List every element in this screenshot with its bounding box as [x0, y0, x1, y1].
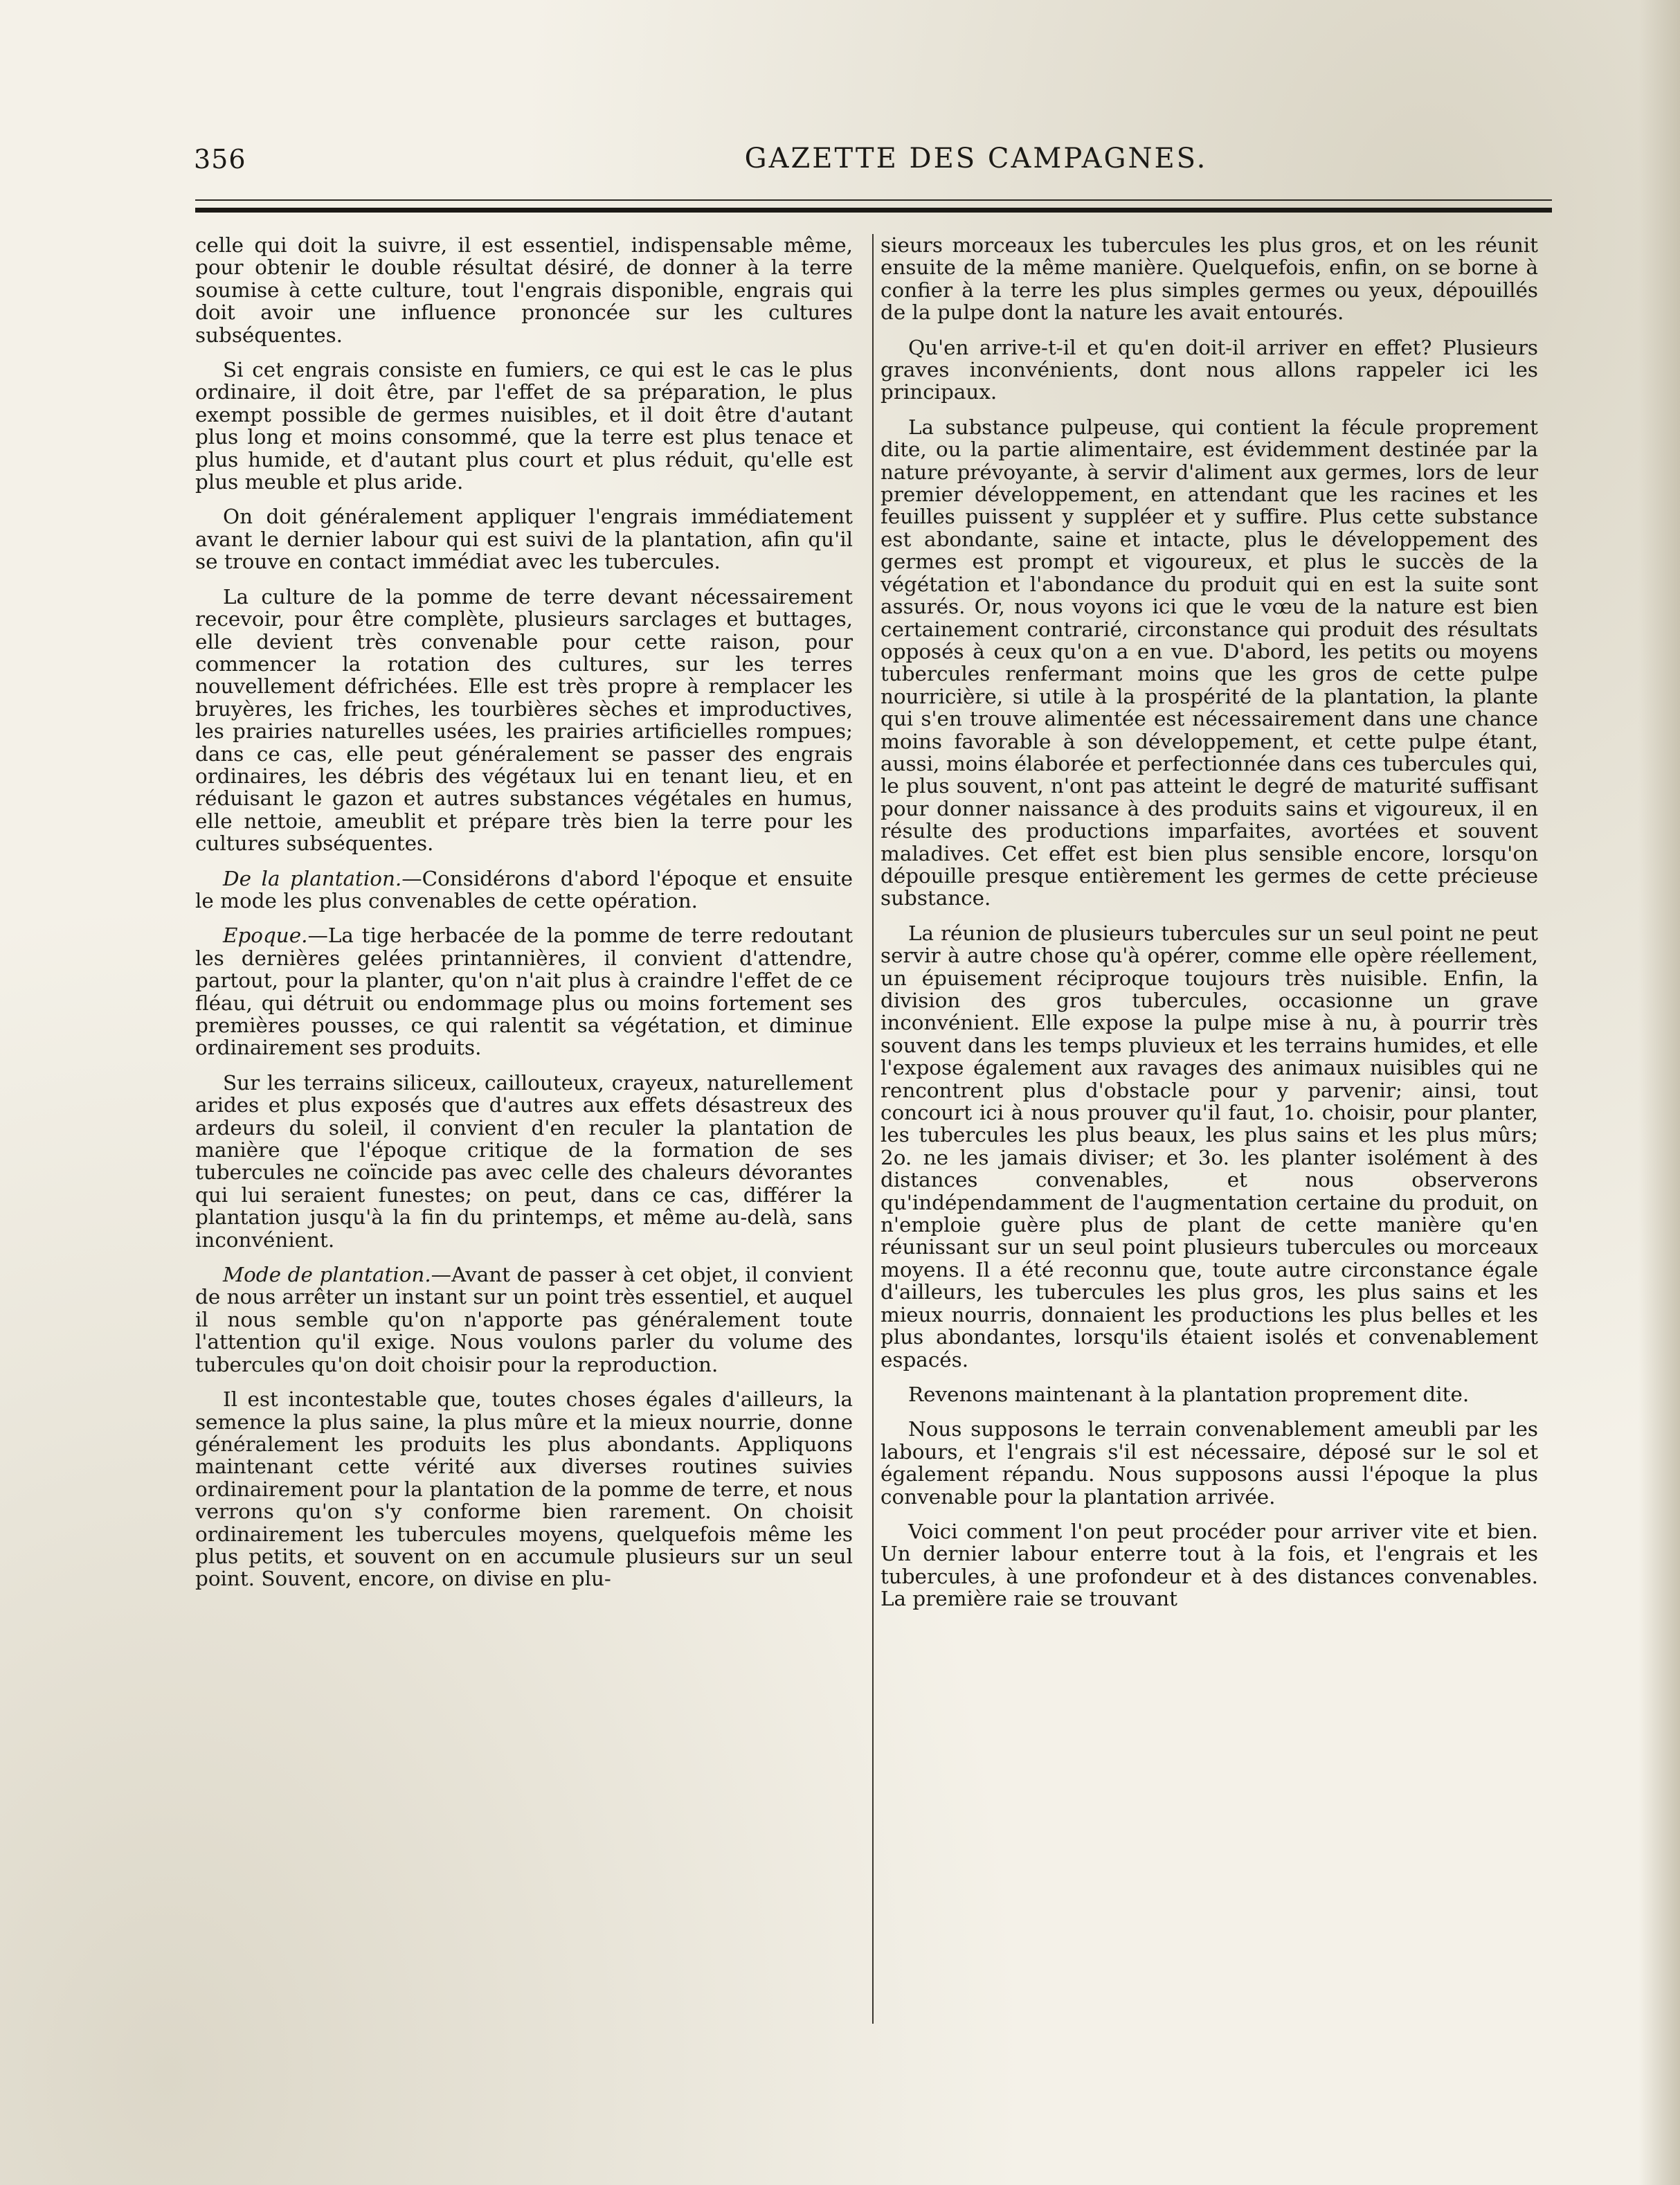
paragraph-text: —Avant de passer à cet objet, il convient de nous arrêter un instant sur un point très essentiel, et auquel il nous semble qu'on n'apporte pas généralement toute l'attention qu'il exige. Nous voulons parler du volume des tubercules qu'on doit choisir pour la reproduction.	[195, 1263, 853, 1376]
running-title: GAZETTE DES CAMPAGNES.	[744, 143, 1208, 174]
column-divider	[872, 234, 874, 2024]
paragraph	[195, 1072, 853, 1251]
paragraph-text: sieurs morceaux les tubercules les plus gros, et on les réunit ensuite de la même manière. Quelquefois, enfin, on se borne à confier à la terre les plus simples germes ou yeux, dépouillés de la pulpe dont la nature les avait entourés.	[880, 233, 1538, 325]
paragraph-text: Il est incontestable que, toutes choses égales d'ailleurs, la semence la plus saine, la plus mûre et la mieux nourrie, donne généralement les produits les plus abondants. Appliquons maintenant cette vérité aux diverses routines suivies ordinairement pour la plantation de la pomme de terre, et nous verrons qu'on s'y conforme bien rarement. On choisit ordinairement les tubercules moyens, quelquefois même les plus petits, et souvent on en accumule plusieurs sur un seul point. Souvent, encore, on divise en plu-	[195, 1387, 853, 1591]
page-number: 356	[194, 144, 246, 174]
page-header	[194, 138, 1551, 187]
section-paragraph	[195, 867, 853, 912]
paragraph	[195, 1388, 853, 1590]
paragraph-text: celle qui doit la suivre, il est essentiel, indispensable même, pour obtenir le double résultat désiré, de donner à la terre soumise à cette culture, tout l'engrais disponible, engrais qui doit avoir une influence prononcée sur les cultures subséquentes.	[195, 233, 853, 347]
section-paragraph	[195, 924, 853, 1059]
page-edge-shadow	[1638, 0, 1680, 2185]
paragraph-text: On doit généralement appliquer l'engrais immédiatement avant le dernier labour qui est suivi de la plantation, afin qu'il se trouve en contact immédiat avec les tubercules.	[195, 505, 853, 574]
paragraph-text: Si cet engrais consiste en fumiers, ce qui est le cas le plus ordinaire, il doit être, par l'effet de sa préparation, le plus exempt possible de germes nuisibles, et il doit être d'autant plus long et moins consommé, que la terre est plus tenace et plus humide, et d'autant plus court et plus réduit, qu'elle est plus meuble et plus aride.	[195, 358, 853, 494]
paragraph	[195, 505, 853, 573]
section-heading: De la plantation.	[223, 866, 402, 890]
paragraph-text: —La tige herbacée de la pomme de terre redoutant les dernières gelées printannières, il convient d'attendre, partout, pour la planter, qu'on n'ait plus à craindre l'effet de ce fléau, qui détruit ou endommage plus ou moins fortement ses premières pousses, ce qui ralentit sa végétation, et diminue ordinairement ses produits.	[195, 924, 853, 1060]
paragraph	[880, 416, 1538, 910]
paragraph-text: La culture de la pomme de terre devant nécessairement recevoir, pour être complète, plusieurs sarclages et buttages, elle devient très convenable pour cette raison, pour commencer la rotation des cultures, sur les terres nouvellement défrichées. Elle est très propre à remplacer les bruyères, les friches, les tourbières sèches et improductives, les prairies naturelles usées, les prairies artificielles rompues; dans ce cas, elle peut généralement se passer des engrais ordinaires, les débris des végétaux lui en tenant lieu, et en réduisant le gazon et autres substances végétales en humus, elle nettoie, ameublit et prépare très bien la terre pour les cultures subséquentes.	[195, 584, 853, 856]
paragraph-text: Voici comment l'on peut procéder pour arriver vite et bien. Un dernier labour enterre tout à la fois, et l'engrais et les tubercules, à une profondeur et à des distances convenables. La première raie se trouvant	[880, 1519, 1538, 1611]
paragraph	[195, 586, 853, 855]
paragraph	[880, 234, 1538, 324]
paragraph-text: Revenons maintenant à la plantation proprement dite.	[908, 1382, 1470, 1406]
right-column	[880, 234, 1538, 1623]
paragraph	[195, 359, 853, 493]
section-heading: Mode de plantation.	[223, 1263, 431, 1287]
paragraph-text: La réunion de plusieurs tubercules sur un seul point ne peut servir à autre chose qu'à opérer, comme elle opère réellement, un épuisement réciproque toujours très nuisible. Enfin, la division des gros tubercules, occasionne un grave inconvénient. Elle expose la pulpe mise à nu, à pourrir très souvent dans les temps pluvieux et les terrains humides, et elle l'expose également aux ravages des animaux nuisibles qui ne rencontrent plus d'obstacle pour y parvenir; ainsi, tout concourt ici à nous prouver qu'il faut, 1o. choisir, pour planter, les tubercules les plus beaux, les plus sains et les plus mûrs; 2o. ne les jamais diviser; et 3o. les planter isolément à des distances convenables, et nous observerons qu'indépendamment de l'augmentation certaine du produit, on n'emploie guère plus de plant de cette manière qu'en réunissant sur un seul point plusieurs tubercules ou morceaux moyens. Il a été reconnu que, toute autre circonstance égale d'ailleurs, les tubercules les plus gros, les plus sains et les mieux nourris, donnaient les productions les plus belles et les plus abondantes, lorsqu'ils étaient isolés et convenablement espacés.	[880, 921, 1538, 1372]
paragraph-text: La substance pulpeuse, qui contient la fécule proprement dite, ou la partie alimentaire, est évidemment destinée par la nature prévoyante, à servir d'aliment aux germes, lors de leur premier développement, en attendant que les racines et les feuilles puissent y suppléer et y suffire. Plus cette substance est abondante, saine et intacte, plus le développement des germes est prompt et vigoureux, et plus le succès de la végétation et l'abondance du produit qui en est la suite sont assurés. Or, nous voyons ici que le vœu de la nature est bien certainement contrarié, circonstance qui produit des résultats opposés à ceux qu'on a en vue. D'abord, les petits ou moyens tubercules renfermant moins que les gros de cette pulpe nourricière, si utile à la prospérité de la plantation, la plante qui s'en trouve alimentée est nécessairement dans une chance moins favorable à son développement, et cette pulpe étant, aussi, moins élaborée et perfectionnée dans ces tubercules qui, le plus souvent, n'ont pas atteint le degré de maturité suffisant pour donner naissance à des produits sains et vigoureux, il en résulte des productions imparfaites, avortées et souvent maladives. Cet effet est bien plus sensible encore, lorsqu'on dépouille presque entièrement les germes de cette précieuse substance.	[880, 415, 1538, 910]
header-rule-thin	[195, 199, 1552, 201]
paragraph	[880, 1418, 1538, 1508]
paragraph	[880, 1383, 1538, 1405]
left-column	[195, 234, 853, 1603]
paragraph-text: Qu'en arrive-t-il et qu'en doit-il arriver en effet? Plusieurs graves inconvénients, dont nous allons rappeler ici les principaux.	[880, 335, 1538, 404]
section-heading: Epoque.	[223, 924, 308, 948]
paragraph	[195, 234, 853, 346]
paragraph-text: —Considérons d'abord l'époque et ensuite le mode les plus convenables de cette opération.	[195, 866, 853, 912]
paragraph-text: Sur les terrains siliceux, caillouteux, crayeux, naturellement arides et plus exposés que d'autres aux effets désastreux des ardeurs du soleil, il convient d'en reculer la plantation de manière que l'époque critique de la formation de ses tubercules ne coïncide pas avec celle des chaleurs dévorantes qui lui seraient funestes; on peut, dans ce cas, différer la plantation jusqu'à la fin du printemps, et même au-delà, sans inconvénient.	[195, 1070, 853, 1252]
paragraph	[880, 922, 1538, 1371]
section-paragraph	[195, 1264, 853, 1376]
paragraph	[880, 336, 1538, 404]
paragraph-text: Nous supposons le terrain convenablement ameubli par les labours, et l'engrais s'il est nécessaire, déposé sur le sol et également répandu. Nous supposons aussi l'époque la plus convenable pour la plantation arrivée.	[880, 1417, 1538, 1509]
paragraph	[880, 1520, 1538, 1610]
header-rule-thick	[195, 208, 1552, 213]
